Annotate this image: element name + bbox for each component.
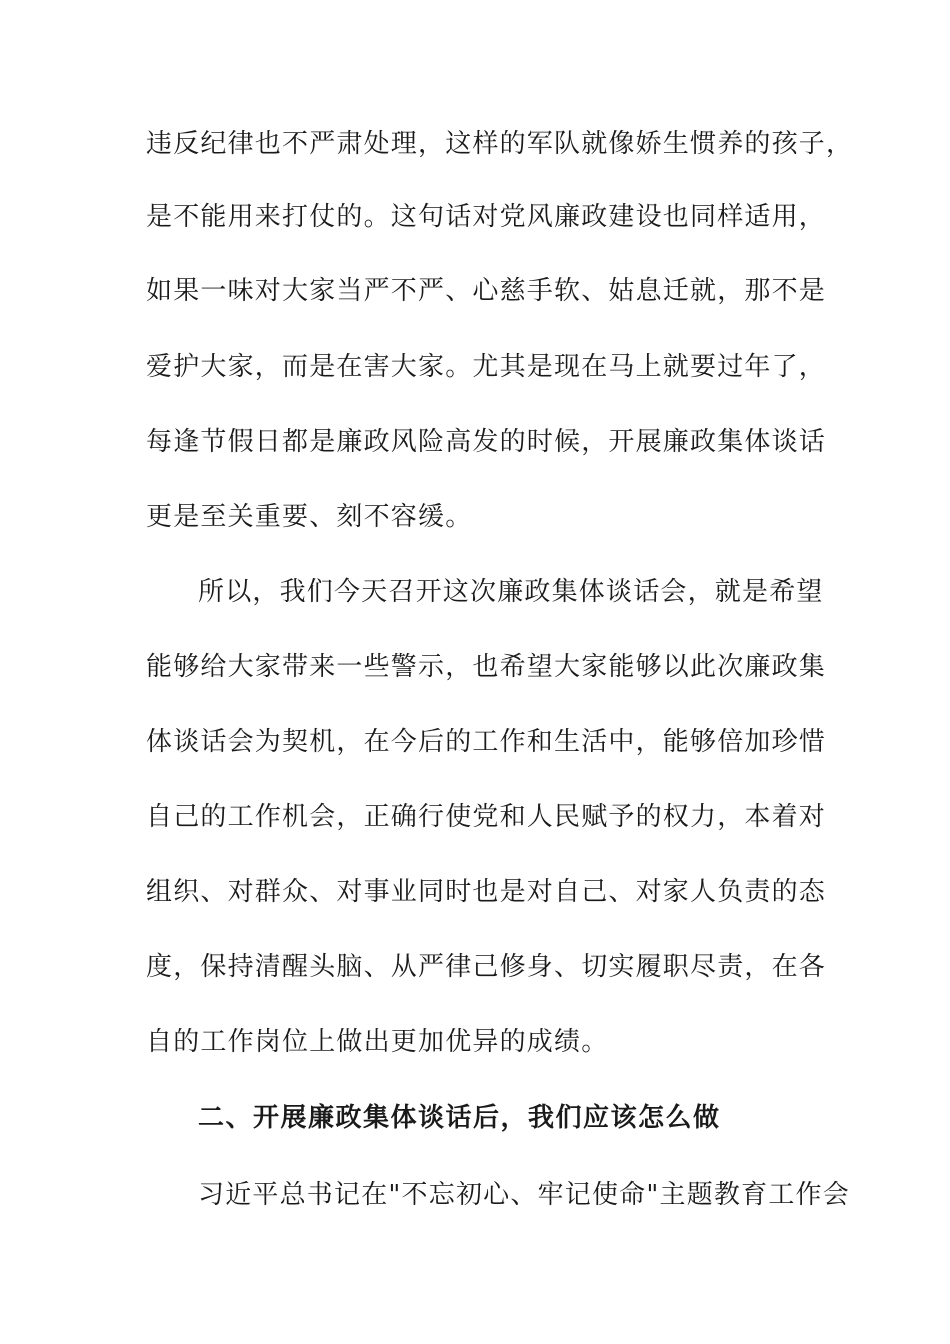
paragraph-2-line-2: 能够给大家带来一些警示，也希望大家能够以此次廉政集: [146, 652, 827, 682]
paragraph-2-line-3: 体谈话会为契机，在今后的工作和生活中，能够倍加珍惜: [146, 727, 827, 757]
paragraph-1-line-2: 是不能用来打仗的。这句话对党风廉政建设也同样适用，: [146, 202, 827, 232]
section-heading: 二、开展廉政集体谈话后，我们应该怎么做: [198, 1103, 721, 1133]
paragraph-2-line-7: 自的工作岗位上做出更加优异的成绩。: [146, 1027, 609, 1057]
paragraph-1-line-4: 爱护大家，而是在害大家。尤其是现在马上就要过年了，: [146, 352, 827, 382]
paragraph-1-line-6: 更是至关重要、刻不容缓。: [146, 502, 473, 532]
paragraph-2-line-1: 所以，我们今天召开这次廉政集体谈话会，就是希望: [198, 577, 824, 607]
paragraph-2-line-5: 组织、对群众、对事业同时也是对自己、对家人负责的态: [146, 877, 827, 907]
paragraph-1-line-3: 如果一味对大家当严不严、心慈手软、姑息迁就，那不是: [146, 276, 827, 306]
paragraph-3-line-1: 习近平总书记在"不忘初心、牢记使命"主题教育工作会: [198, 1180, 850, 1210]
paragraph-2-line-4: 自己的工作机会，正确行使党和人民赋予的权力，本着对: [146, 802, 827, 832]
paragraph-1-line-1: 违反纪律也不严肃处理，这样的军队就像娇生惯养的孩子，: [146, 129, 854, 159]
paragraph-1-line-5: 每逢节假日都是廉政风险高发的时候，开展廉政集体谈话: [146, 427, 827, 457]
paragraph-2-line-6: 度，保持清醒头脑、从严律己修身、切实履职尽责，在各: [146, 952, 827, 982]
